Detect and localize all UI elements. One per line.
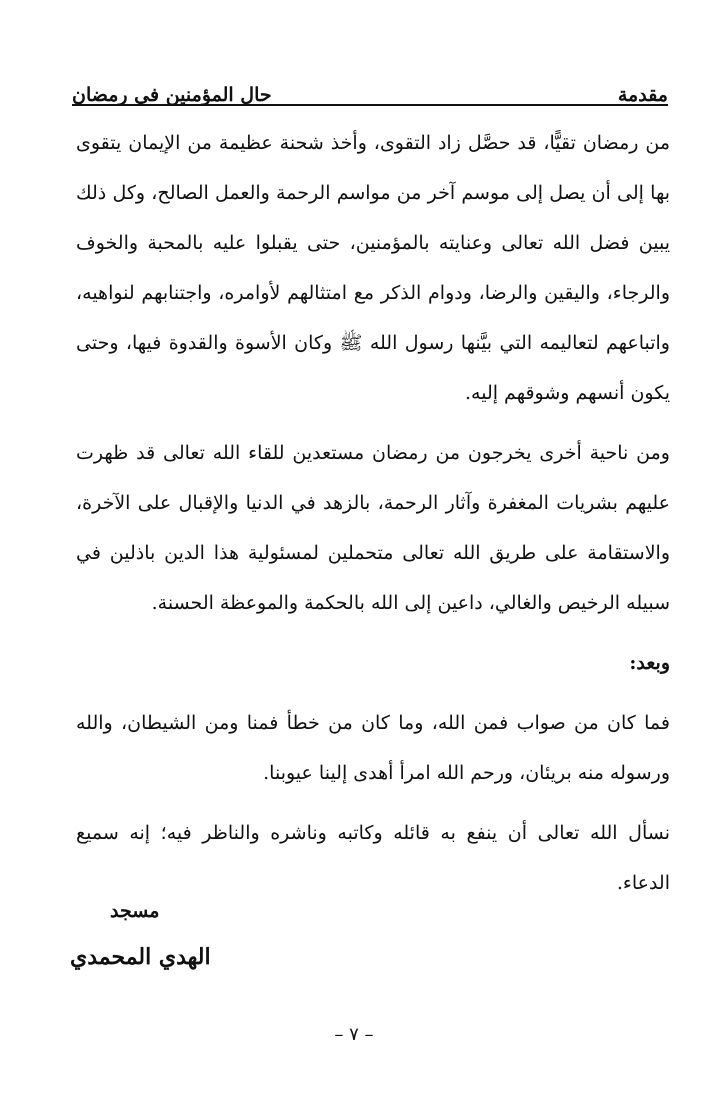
paragraph-wabaad: وبعد: [629, 652, 670, 674]
body-text [76, 118, 670, 908]
running-header [72, 78, 668, 106]
paragraph-4: نسأل الله تعالى أن ينفع به قائله وكاتبه وناشره والناظر فيه؛ إنه سميع الدعاء. [76, 822, 670, 894]
chapter-title: مقدمة [617, 84, 668, 106]
signature [70, 900, 211, 970]
signature-line-1: مسجد [110, 900, 160, 922]
page-number: – ٧ – [334, 1024, 374, 1045]
paragraph-2: ومن ناحية أخرى يخرجون من رمضان مستعدين للقاء الله تعالى قد ظهرت عليهم بشريات المغفرة وآثار الرحمة، بالزهد في الدنيا والإقبال على الآخرة، والاستقامة على طريق الله تعالى متحملين لمسئولية هذا الدين باذلين في سبيله الرخيص والغالي، داعين إلى الله بالحكمة والموعظة الحسنة. [76, 442, 670, 614]
book-title: حال المؤمنين في رمضان [72, 84, 272, 106]
signature-line-2: الهدي المحمدي [70, 944, 211, 970]
paragraph-3: فما كان من صواب فمن الله، وما كان من خطأ فمنا ومن الشيطان، والله ورسوله منه بريئان، ورحم الله امرأ أهدى إلينا عيوبنا. [76, 712, 670, 784]
header-rule [72, 104, 668, 106]
paragraph-1: من رمضان تقيًّا، قد حصَّل زاد التقوى، وأخذ شحنة عظيمة من الإيمان يتقوى بها إلى أن يصل إلى موسم آخر من مواسم الرحمة والعمل الصالح، وكل ذلك يبين فضل الله تعالى وعنايته بالمؤمنين، حتى يقبلوا عليه بالمحبة والخوف والرجاء، واليقين والرضا، ودوام الذكر مع امتثالهم لأوامره، واجتنابهم لنواهيه، واتباعهم لتعاليمه التي بيَّنها رسول الله ﷺ وكان الأسوة والقدوة فيها، وحتى يكون أنسهم وشوقهم إليه. [76, 132, 670, 404]
